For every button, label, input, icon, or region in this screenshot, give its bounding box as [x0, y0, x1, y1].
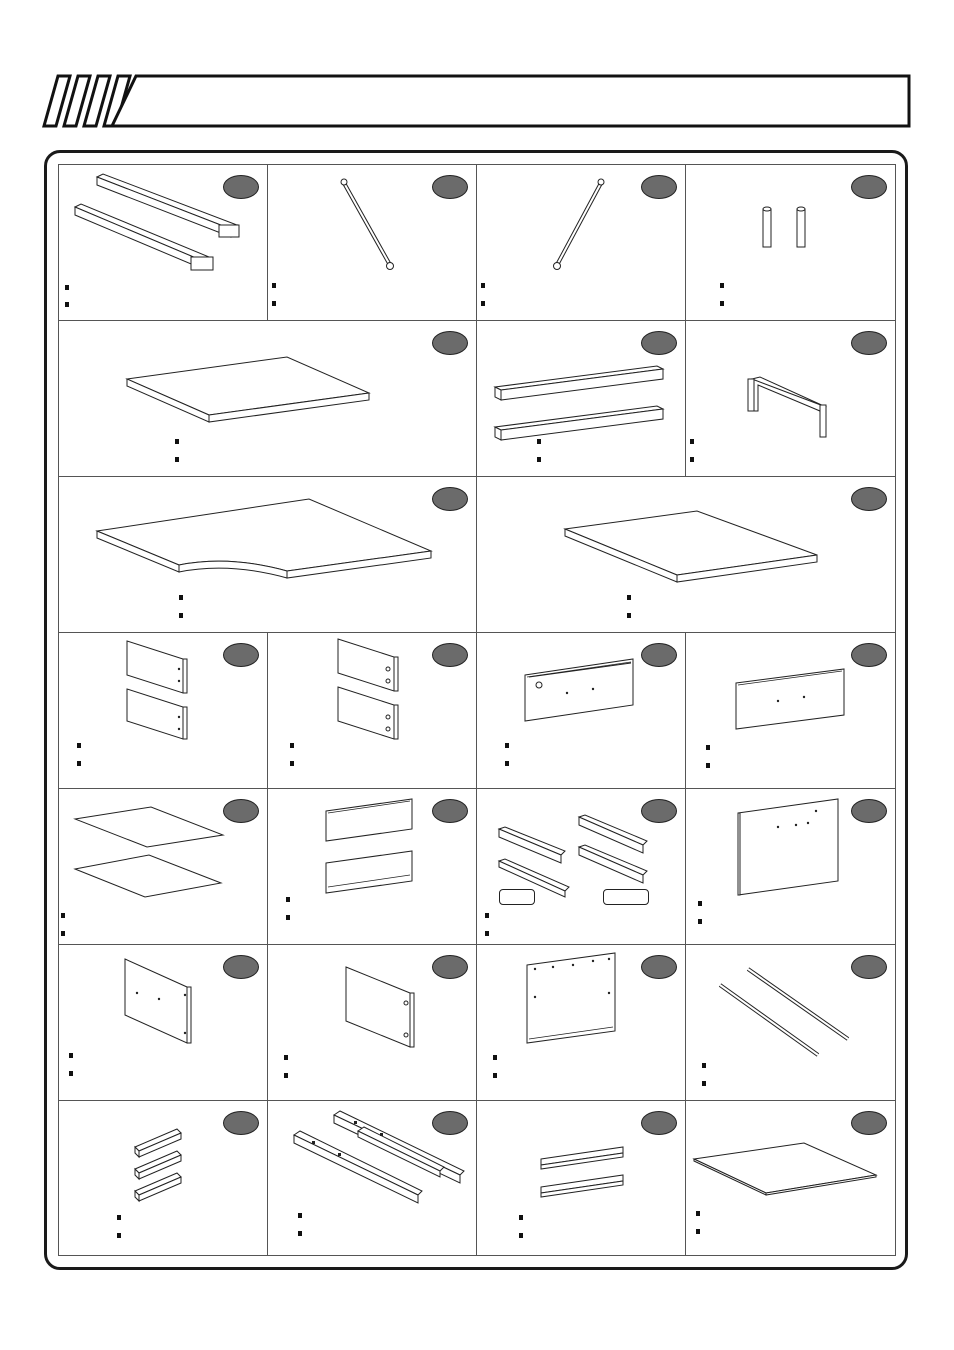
- bullet-mark: [493, 1055, 497, 1060]
- bullet-mark: [706, 745, 710, 750]
- part-cell: [58, 476, 477, 633]
- bullet-mark: [290, 743, 294, 748]
- thin-board-drawing: [686, 1101, 896, 1256]
- drawer-side-pair-a-drawing: [59, 633, 268, 789]
- long-stretcher-pair-drawing: [477, 321, 686, 477]
- bullet-mark: [284, 1055, 288, 1060]
- bullet-mark: [298, 1231, 302, 1236]
- drawer-front-drawing: [686, 633, 896, 789]
- bullet-mark: [537, 457, 541, 462]
- part-cell: [267, 1100, 477, 1256]
- bullet-mark: [485, 913, 489, 918]
- part-cell: [476, 944, 686, 1101]
- long-rod-pair-drawing: [686, 945, 896, 1101]
- metal-frame-rails-drawing: [59, 165, 268, 321]
- part-cell: [267, 164, 477, 321]
- bullet-mark: [519, 1233, 523, 1238]
- bullet-mark: [481, 301, 485, 306]
- bullet-mark: [505, 743, 509, 748]
- round-posts-drawing: [686, 165, 896, 321]
- part-cell: [58, 164, 268, 321]
- bullet-mark: [706, 763, 710, 768]
- bullet-mark: [690, 457, 694, 462]
- bullet-mark: [493, 1073, 497, 1078]
- bullet-mark: [286, 915, 290, 920]
- side-panel-a-drawing: [59, 945, 268, 1101]
- bullet-mark: [175, 457, 179, 462]
- bullet-mark: [61, 913, 65, 918]
- part-cell: [58, 1100, 268, 1256]
- bullet-mark: [537, 439, 541, 444]
- rectangular-top-panel-drawing: [59, 321, 477, 477]
- bullet-mark: [720, 283, 724, 288]
- bullet-mark: [179, 595, 183, 600]
- parts-grid: [58, 164, 896, 1256]
- part-cell: [476, 320, 686, 477]
- bullet-mark: [77, 761, 81, 766]
- bullet-mark: [627, 595, 631, 600]
- bullet-mark: [175, 439, 179, 444]
- cabinet-back-drawing: [477, 945, 686, 1101]
- bullet-mark: [298, 1213, 302, 1218]
- part-cell: [267, 944, 477, 1101]
- part-cell: [685, 320, 896, 477]
- part-cell: [58, 320, 477, 477]
- bullet-mark: [627, 613, 631, 618]
- square-top-panel-drawing: [477, 477, 896, 633]
- bullet-mark: [702, 1063, 706, 1068]
- drawer-bottom-pair-drawing: [59, 789, 268, 945]
- part-cell: [58, 632, 268, 789]
- bullet-mark: [481, 283, 485, 288]
- part-cell: [58, 944, 268, 1101]
- bullet-mark: [505, 761, 509, 766]
- support-strips-drawing: [477, 1101, 686, 1256]
- bullet-mark: [69, 1053, 73, 1058]
- bullet-mark: [696, 1211, 700, 1216]
- bullet-mark: [286, 897, 290, 902]
- side-panel-b-drawing: [268, 945, 477, 1101]
- part-cell: [476, 164, 686, 321]
- small-channel-pieces-drawing: [59, 1101, 268, 1256]
- bullet-mark: [117, 1215, 121, 1220]
- part-cell: [685, 944, 896, 1101]
- part-cell: [685, 632, 896, 789]
- bullet-mark: [702, 1081, 706, 1086]
- back-panel-drawing: [686, 789, 896, 945]
- curved-corner-top-drawing: [59, 477, 477, 633]
- bullet-mark: [698, 901, 702, 906]
- bullet-mark: [117, 1233, 121, 1238]
- bullet-mark: [485, 931, 489, 936]
- part-cell: [476, 1100, 686, 1256]
- bullet-mark: [65, 302, 69, 307]
- bullet-mark: [698, 919, 702, 924]
- bullet-mark: [284, 1073, 288, 1078]
- part-cell: [267, 632, 477, 789]
- part-cell: [267, 788, 477, 945]
- drawer-side-pair-b-drawing: [268, 633, 477, 789]
- u-bracket-drawing: [686, 321, 896, 477]
- bullet-mark: [179, 613, 183, 618]
- slide-label-tag-right: [603, 889, 649, 905]
- bullet-mark: [272, 301, 276, 306]
- part-cell: [476, 632, 686, 789]
- bullet-mark: [519, 1215, 523, 1220]
- header-title-box: [112, 76, 909, 126]
- slide-label-tag-left: [499, 889, 535, 905]
- bullet-mark: [65, 285, 69, 290]
- bullet-mark: [61, 931, 65, 936]
- part-cell: [58, 788, 268, 945]
- section-header: [40, 72, 912, 130]
- bullet-mark: [690, 439, 694, 444]
- part-cell: [476, 476, 896, 633]
- diagonal-brace-right-drawing: [477, 165, 686, 321]
- bullet-mark: [77, 743, 81, 748]
- slide-brackets-drawing: [477, 789, 686, 945]
- part-cell: [685, 788, 896, 945]
- bullet-mark: [272, 283, 276, 288]
- drawer-back-pair-drawing: [268, 789, 477, 945]
- diagonal-brace-left-drawing: [268, 165, 477, 321]
- bullet-mark: [720, 301, 724, 306]
- bullet-mark: [696, 1229, 700, 1234]
- bullet-mark: [69, 1071, 73, 1076]
- bullet-mark: [290, 761, 294, 766]
- part-cell: [685, 1100, 896, 1256]
- part-cell: [685, 164, 896, 321]
- part-cell: [476, 788, 686, 945]
